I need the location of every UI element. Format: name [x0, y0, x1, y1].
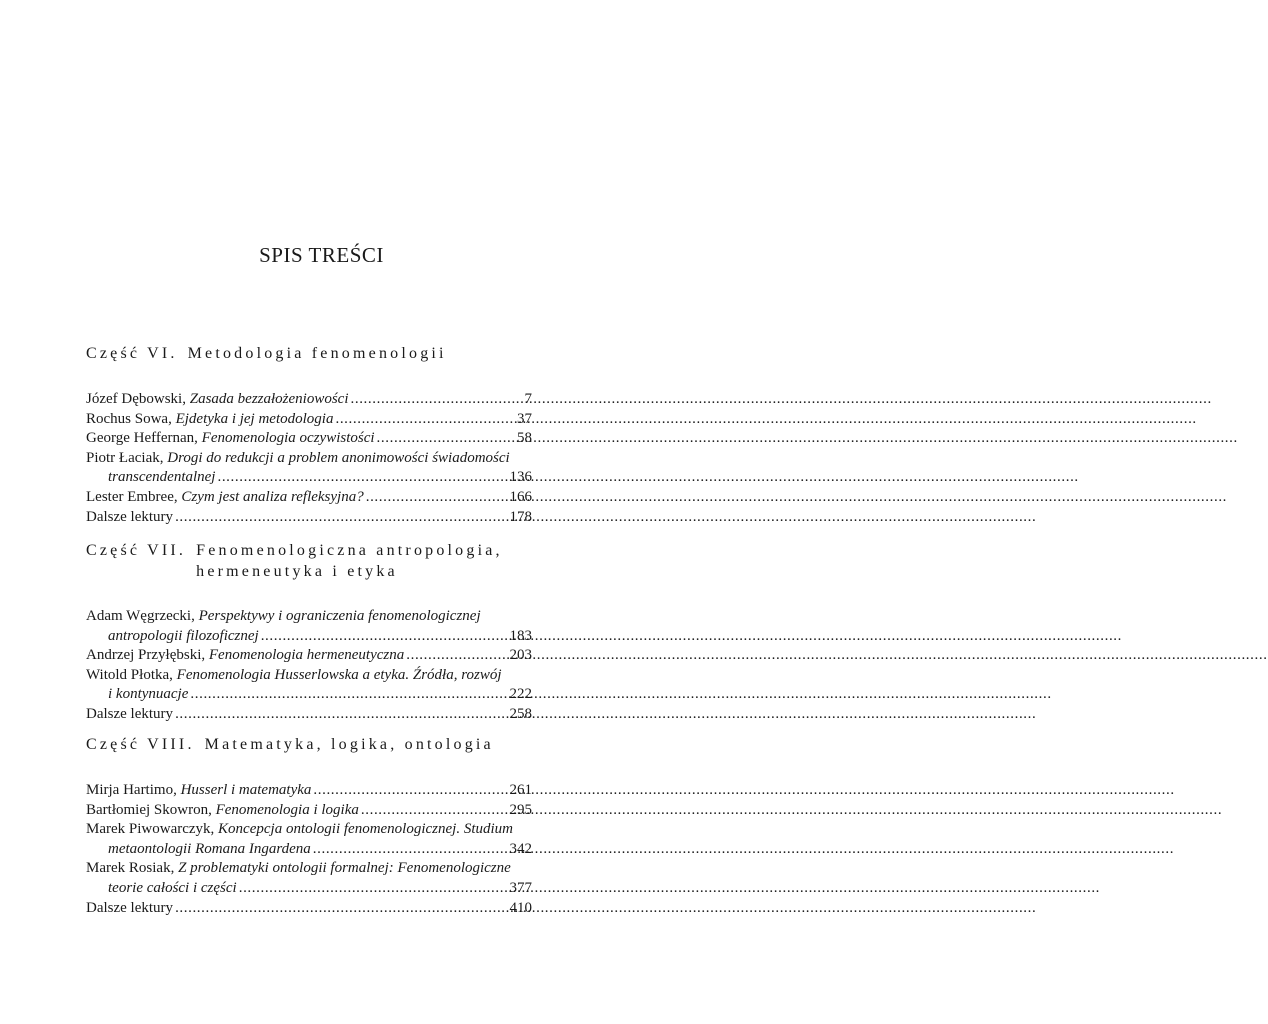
- part-number: Część VII.: [86, 542, 187, 559]
- toc-entry[interactable]: [86, 488, 532, 508]
- entry-author: Piotr Łaciak,: [86, 449, 168, 466]
- dot-leader: [335, 410, 1196, 430]
- entry-title: Zasada bezzałożeniowości: [189, 391, 349, 407]
- toc-part-6: [86, 343, 532, 527]
- toc-entry[interactable]: [86, 410, 532, 430]
- dot-leader: [175, 705, 1036, 725]
- entry-page: 377: [509, 879, 532, 896]
- entry-title-continued: metaontologii Romana Ingardena: [108, 840, 311, 857]
- entry-page: 58: [517, 430, 532, 447]
- entry-title: Husserl i matematyka: [180, 782, 312, 798]
- part-heading: [86, 343, 532, 364]
- toc-entry[interactable]: [86, 449, 532, 488]
- dot-leader: [351, 390, 1212, 410]
- toc-entry-further-reading[interactable]: [86, 508, 532, 528]
- entry-page: 261: [509, 782, 532, 798]
- dot-leader: [175, 899, 1036, 919]
- entry-page: 183: [509, 627, 532, 644]
- page-title: SPIS TREŚCI: [259, 243, 384, 267]
- toc-entries: [86, 781, 532, 918]
- dot-leader: [217, 468, 1078, 488]
- entry-title: Czym jest analiza refleksyjna?: [181, 488, 364, 505]
- entry-title-continued: teorie całości i części: [108, 879, 237, 896]
- part-number: Część VIII.: [86, 736, 195, 753]
- entry-page: 203: [509, 647, 532, 664]
- toc-entry[interactable]: [86, 801, 532, 821]
- entry-author: Dalsze lektury: [86, 705, 174, 722]
- entry-page: 166: [509, 488, 532, 505]
- entry-title: Fenomenologia hermeneutyczna: [208, 647, 405, 664]
- toc-entry[interactable]: [86, 781, 532, 801]
- entry-title: Ejdetyka i jej metodologia: [175, 410, 334, 427]
- toc-part-7: [86, 540, 532, 725]
- entry-author: Mirja Hartimo,: [86, 782, 181, 798]
- part-title: Fenomenologiczna antropologia, hermeneutyka i etyka: [196, 542, 503, 580]
- toc-entries: [86, 390, 532, 527]
- entry-author: Adam Węgrzecki,: [86, 608, 199, 624]
- toc-entry-further-reading[interactable]: [86, 899, 532, 919]
- entry-author: Rochus Sowa,: [86, 410, 176, 427]
- part-number: Część VI.: [86, 345, 178, 362]
- dot-leader: [261, 627, 1122, 647]
- part-heading: [86, 540, 532, 582]
- dot-leader: [239, 879, 1100, 899]
- entry-title: Fenomenologia oczywistości: [201, 430, 375, 447]
- entry-author: Dalsze lektury: [86, 899, 174, 916]
- toc-entry[interactable]: [86, 666, 532, 705]
- toc-entries: [86, 607, 532, 725]
- part-heading: [86, 734, 532, 755]
- entry-title: Fenomenologia i logika: [215, 801, 359, 818]
- entry-title: Z problematyki ontologii formalnej: Fenomenologiczne: [178, 860, 511, 877]
- entry-title: Drogi do redukcji a problem anonimowości świadomości: [167, 449, 510, 466]
- entry-page: 37: [517, 410, 532, 427]
- dot-leader: [190, 685, 1051, 705]
- entry-author: Dalsze lektury: [86, 508, 174, 525]
- entry-title-continued: transcendentalnej: [108, 469, 216, 486]
- entry-title: Fenomenologia Husserlowska a etyka. Źródła, rozwój: [176, 666, 502, 683]
- toc-part-8: [86, 734, 532, 918]
- dot-leader: [313, 781, 1174, 801]
- entry-page: 222: [509, 686, 532, 703]
- entry-page: 7: [524, 391, 532, 407]
- entry-author: Witold Płotka,: [86, 666, 177, 683]
- dot-leader: [361, 801, 1222, 821]
- dot-leader: [175, 508, 1036, 528]
- toc-entry[interactable]: [86, 390, 532, 410]
- toc-entry[interactable]: [86, 820, 532, 859]
- entry-author: Marek Rosiak,: [86, 860, 179, 877]
- entry-author: Andrzej Przyłębski,: [86, 647, 209, 664]
- entry-author: Bartłomiej Skowron,: [86, 801, 216, 818]
- entry-title: Perspektywy i ograniczenia fenomenologicznej: [198, 608, 481, 624]
- toc-entry[interactable]: [86, 646, 532, 666]
- entry-title-continued: i kontynuacje: [108, 686, 189, 703]
- dot-leader: [313, 840, 1174, 860]
- entry-author: Marek Piwowarczyk,: [86, 821, 219, 838]
- toc-entry[interactable]: [86, 607, 532, 646]
- part-title: Matematyka, logika, ontologia: [204, 736, 494, 753]
- entry-title-continued: antropologii filozoficznej: [108, 627, 259, 644]
- toc-entry-further-reading[interactable]: [86, 705, 532, 725]
- toc-entry[interactable]: [86, 429, 532, 449]
- entry-page: 342: [509, 840, 532, 857]
- entry-title: Koncepcja ontologii fenomenologicznej. Studium: [218, 821, 514, 838]
- entry-page: 178: [509, 508, 532, 525]
- dot-leader: [406, 646, 1267, 666]
- entry-page: 295: [509, 801, 532, 818]
- entry-author: Lester Embree,: [86, 488, 182, 505]
- entry-page: 136: [509, 469, 532, 486]
- entry-author: George Heffernan,: [86, 430, 202, 447]
- entry-page: 258: [509, 705, 532, 722]
- entry-author: Józef Dębowski,: [86, 391, 190, 407]
- entry-page: 410: [509, 899, 532, 916]
- toc-entry[interactable]: [86, 859, 532, 898]
- part-title: Metodologia fenomenologii: [187, 345, 447, 362]
